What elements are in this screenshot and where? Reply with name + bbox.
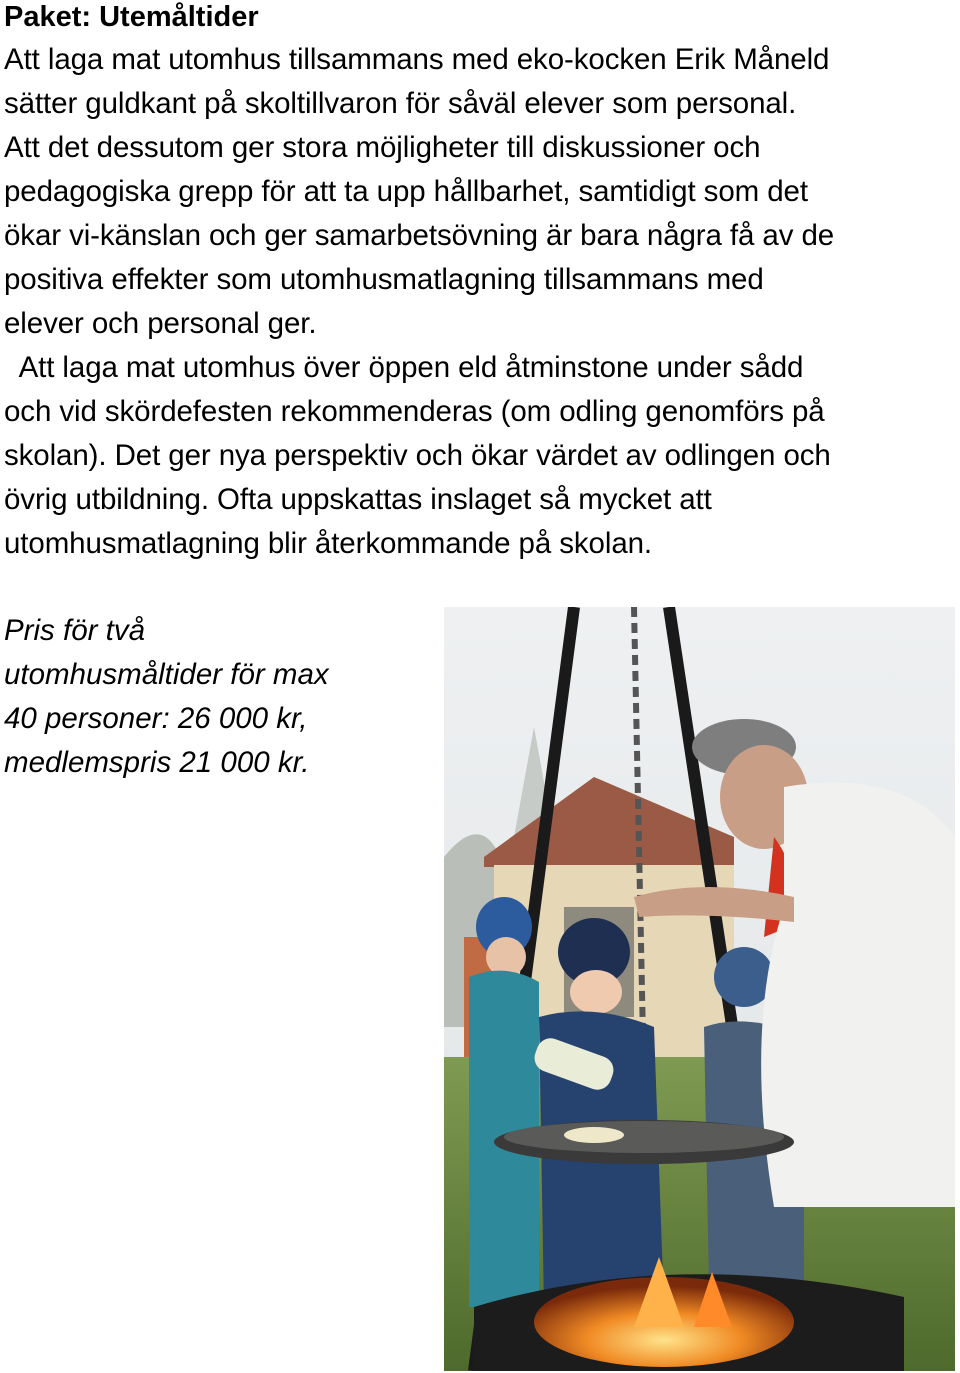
paragraph-line: ökar vi-känslan och ger samarbetsövning är bara några få av de [4,219,835,252]
paragraph-line: elever och personal ger. [4,307,317,340]
paragraph-line: Att det dessutom ger stora möjligheter till diskussioner och [4,131,761,164]
outdoor-cooking-photo [444,607,955,1371]
price-line: utomhusmåltider för max [4,658,329,691]
paragraph-line: pedagogiska grepp för att ta upp hållbarhet, samtidigt som det [4,175,808,208]
paragraph-line: utomhusmatlagning blir återkommande på skolan. [4,527,653,560]
paragraph-line: Att laga mat utomhus tillsammans med eko-kocken Erik Måneld [4,43,830,76]
paragraph-line: och vid skördefesten rekommenderas (om odling genomförs på [4,395,825,428]
paragraph-line: övrig utbildning. Ofta uppskattas inslaget så mycket att [4,483,712,516]
paragraph-line: sätter guldkant på skoltillvaron för såväl elever som personal. [4,87,797,120]
price-line: Pris för två [4,614,145,647]
paragraph-line: skolan). Det ger nya perspektiv och ökar värdet av odlingen och [4,439,831,472]
document-title: Paket: Utemåltider [4,1,259,33]
price-line: 40 personer: 26 000 kr, [4,702,308,735]
price-line: medlemspris 21 000 kr. [4,746,310,779]
paragraph-line: Att laga mat utomhus över öppen eld åtminstone under sådd [4,351,804,384]
paragraph-line: positiva effekter som utomhusmatlagning tillsammans med [4,263,764,296]
